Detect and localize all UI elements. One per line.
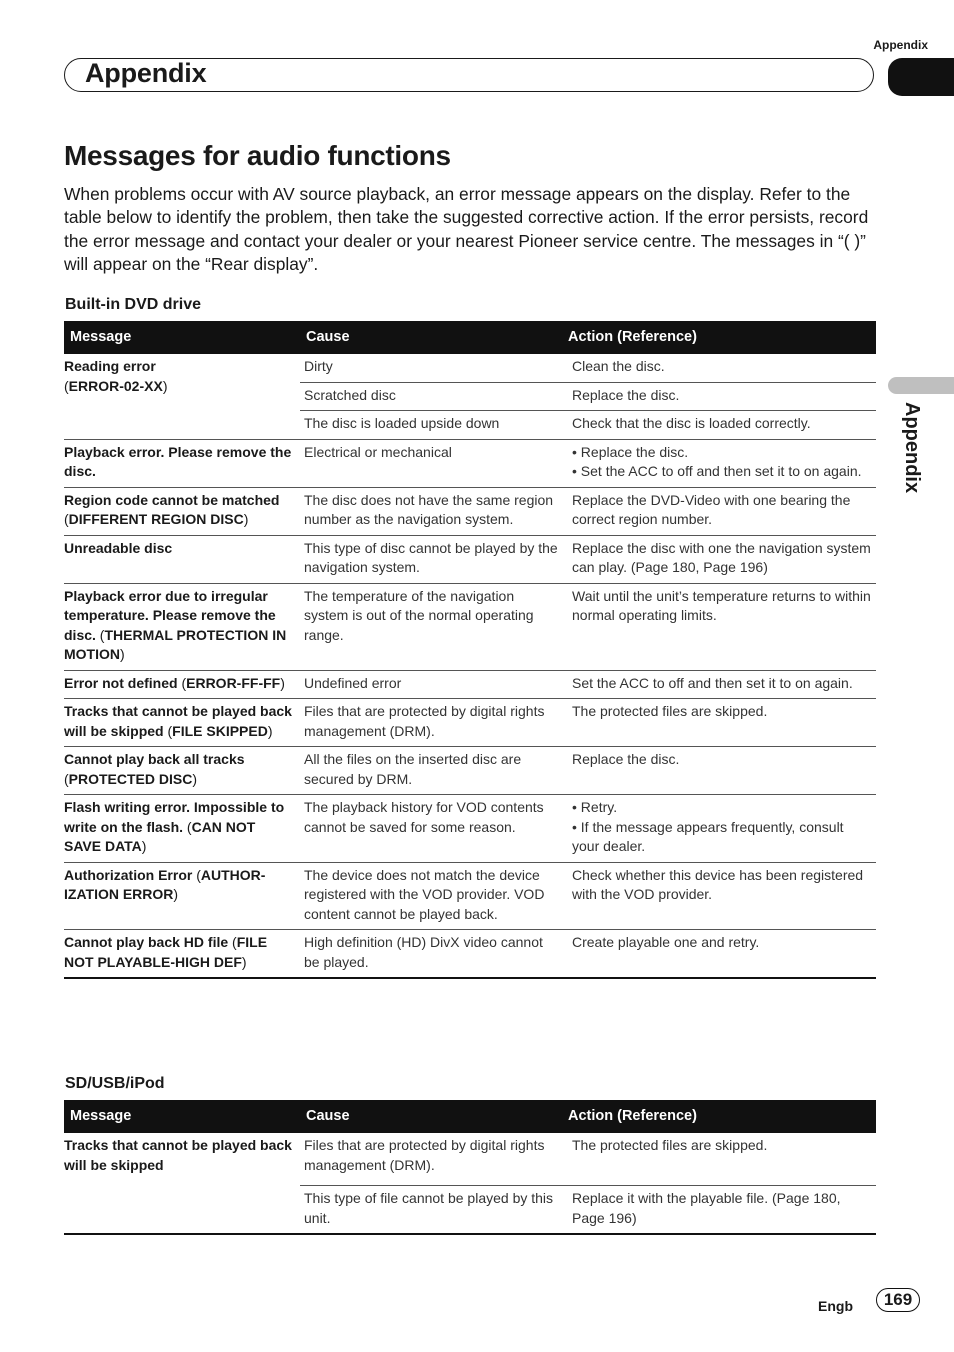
cause-cell: The disc does not have the same region number as the navigation system. [300,487,562,535]
cause-cell: This type of file cannot be played by this unit. [300,1186,562,1235]
action-cell: Clean the disc. [562,354,876,382]
table-header-row [64,321,876,354]
table-row [64,1133,876,1186]
intro-paragraph: When problems occur with AV source playback, an error message appears on the display. Refer to the table below to identify the problem, then take the suggested corrective action. If the error persists, record the error message and contact your dealer or your nearest Pioneer service centre. The messages in “( )” will appear on the “Rear display”. [64,184,869,274]
message-cell: Error not defined (ERROR-FF-FF) [64,670,300,699]
message-cell: Region code cannot be matched (DIFFERENT REGION DISC) [64,487,300,535]
section-band [64,58,874,92]
side-label: Appendix [901,402,923,494]
message-cell: Authorization Error (AUTHORIZATION ERROR) [64,862,300,930]
cause-cell: The temperature of the navigation system is out of the normal operating range. [300,583,562,670]
cause-cell: This type of disc cannot be played by the navigation system. [300,535,562,583]
message-cell: Playback error. Please remove the disc. [64,439,300,487]
table-row [64,583,876,670]
col-cause: Cause [300,1100,562,1133]
cause-cell: Dirty [300,354,562,382]
message-cell: Reading error (ERROR-02-XX) [64,354,300,439]
cause-cell: The device does not match the device registered with the VOD provider. VOD content cannot be played back. [300,862,562,930]
action-cell: • Retry. • If the message appears frequently, consult your dealer. [562,795,876,863]
section-title: Appendix [85,58,207,88]
col-action: Action (Reference) [562,1100,876,1133]
action-cell: Create playable one and retry. [562,930,876,979]
cause-cell: High definition (HD) DivX video cannot be played. [300,930,562,979]
running-header: Appendix [873,38,928,52]
message-cell: Unreadable disc [64,535,300,583]
table-row [64,439,876,487]
action-cell: Replace the disc. [562,382,876,411]
language-code: Engb [818,1298,853,1314]
message-cell: Cannot play back all tracks (PROTECTED DISC) [64,747,300,795]
action-cell: Check whether this device has been registered with the VOD provider. [562,862,876,930]
table-row [64,487,876,535]
table-row [64,535,876,583]
cause-cell: Scratched disc [300,382,562,411]
side-tab [888,377,954,394]
message-cell: Flash writing error. Impossible to write on the flash. (CAN NOT SAVE DATA) [64,795,300,863]
table-header-row [64,1100,876,1133]
cause-cell: The playback history for VOD contents cannot be saved for some reason. [300,795,562,863]
cause-cell: The disc is loaded upside down [300,411,562,440]
page-title: Messages for audio functions [64,140,451,171]
action-cell: Replace it with the playable file. (Page 180, Page 196) [562,1186,876,1235]
table-row [64,670,876,699]
dvd-heading: Built-in DVD drive [65,296,202,313]
message-cell: Tracks that cannot be played back will be skipped (FILE SKIPPED) [64,699,300,747]
chapter-tab [888,58,954,96]
table-row [64,862,876,930]
action-cell: • Replace the disc. • Set the ACC to off and then set it to on again. [562,439,876,487]
cause-cell: All the files on the inserted disc are secured by DRM. [300,747,562,795]
table-row [64,747,876,795]
table-row [64,930,876,979]
action-cell: Replace the DVD-Video with one bearing the correct region number. [562,487,876,535]
table-row [64,795,876,863]
action-cell: Wait until the unit’s temperature returns to within normal operating limits. [562,583,876,670]
action-cell: Set the ACC to off and then set it to on again. [562,670,876,699]
sd-heading: SD/USB/iPod [65,1075,165,1092]
action-cell: Replace the disc with one the navigation system can play. (Page 180, Page 196) [562,535,876,583]
col-action: Action (Reference) [562,321,876,354]
action-cell: The protected files are skipped. [562,699,876,747]
col-message: Message [64,1100,300,1133]
message-cell: Cannot play back HD file (FILE NOT PLAYABLE-HIGH DEF) [64,930,300,979]
col-message: Message [64,321,300,354]
action-cell: Replace the disc. [562,747,876,795]
page-number: 169 [876,1288,920,1312]
cause-cell: Electrical or mechanical [300,439,562,487]
message-cell: Playback error due to irregular temperature. Please remove the disc. (THERMAL PROTECTION IN MOTION) [64,583,300,670]
table-row [64,699,876,747]
cause-cell: Files that are protected by digital rights management (DRM). [300,699,562,747]
dvd-table [64,321,876,979]
cause-cell: Undefined error [300,670,562,699]
cause-cell: Files that are protected by digital rights management (DRM). [300,1133,562,1186]
message-cell: Tracks that cannot be played back will be skipped [64,1133,300,1234]
col-cause: Cause [300,321,562,354]
sd-table [64,1100,876,1235]
table-row [64,354,876,382]
action-cell: Check that the disc is loaded correctly. [562,411,876,440]
action-cell: The protected files are skipped. [562,1133,876,1186]
